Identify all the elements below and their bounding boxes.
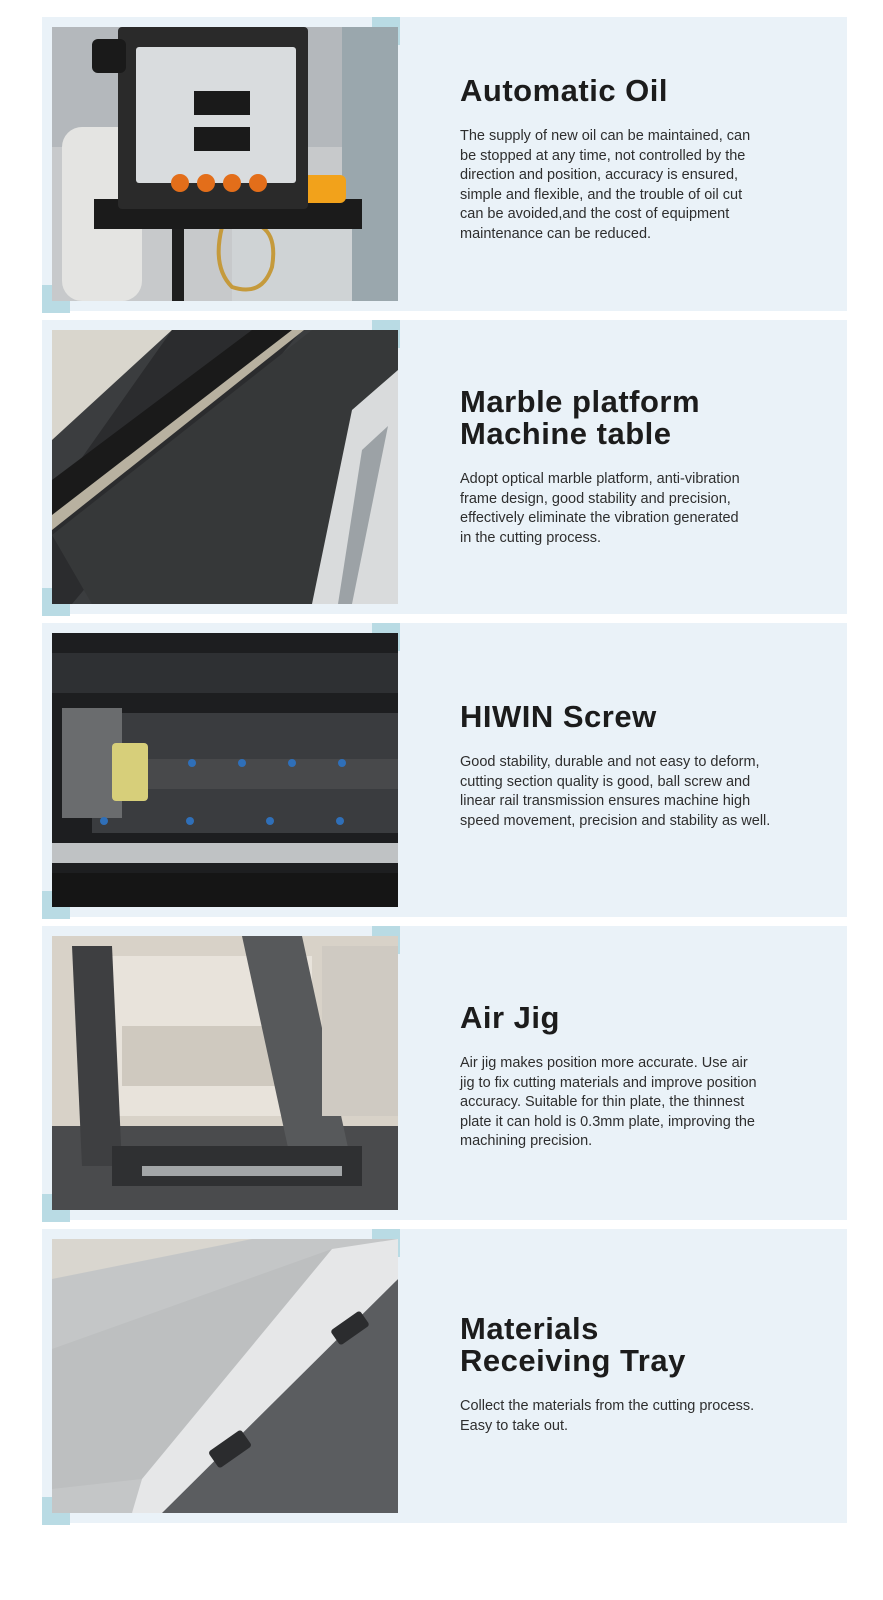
feature-title: Materials Receiving Tray — [460, 1311, 686, 1378]
feature-text — [460, 701, 812, 831]
automatic-oil-photo — [52, 27, 398, 301]
feature-description: The supply of new oil can be maintained, can be stopped at any time, not controlled by the direction and position, accuracy is ensured, simple and flexible, and the trouble of oil cut can be avoided,and the cost of equipment maintenance can be reduced. — [460, 128, 751, 242]
feature-card-air-jig — [42, 926, 847, 1220]
feature-text — [460, 1313, 812, 1436]
marble-platform-photo — [52, 330, 398, 604]
feature-description: Good stability, durable and not easy to deform, cutting section quality is good, ball screw and linear rail transmission ensures machine high speed movement, precision and stability as well. — [460, 754, 771, 829]
feature-description: Collect the materials from the cutting process. Easy to take out. — [460, 1398, 755, 1434]
feature-title: HIWIN Screw — [460, 699, 657, 734]
feature-title: Air Jig — [460, 1000, 560, 1035]
feature-title: Marble platform Machine table — [460, 384, 701, 451]
receiving-tray-photo — [52, 1239, 398, 1513]
feature-text — [460, 386, 812, 548]
feature-card-automatic-oil — [42, 17, 847, 311]
feature-description: Adopt optical marble platform, anti-vibration frame design, good stability and precision, effectively eliminate the vibration generated in the cutting process. — [460, 471, 740, 546]
feature-card-hiwin-screw — [42, 623, 847, 917]
feature-card-receiving-tray — [42, 1229, 847, 1523]
ball-screw-photo — [52, 633, 398, 907]
feature-text — [460, 1002, 812, 1152]
air-jig-photo — [52, 936, 398, 1210]
feature-description: Air jig makes position more accurate. Use air jig to fix cutting materials and improve position accuracy. Suitable for thin plate, the thinnest plate it can hold is 0.3mm plate, improving the machining precision. — [460, 1055, 757, 1149]
feature-title: Automatic Oil — [460, 73, 669, 108]
feature-text — [460, 75, 812, 244]
feature-card-marble-platform — [42, 320, 847, 614]
